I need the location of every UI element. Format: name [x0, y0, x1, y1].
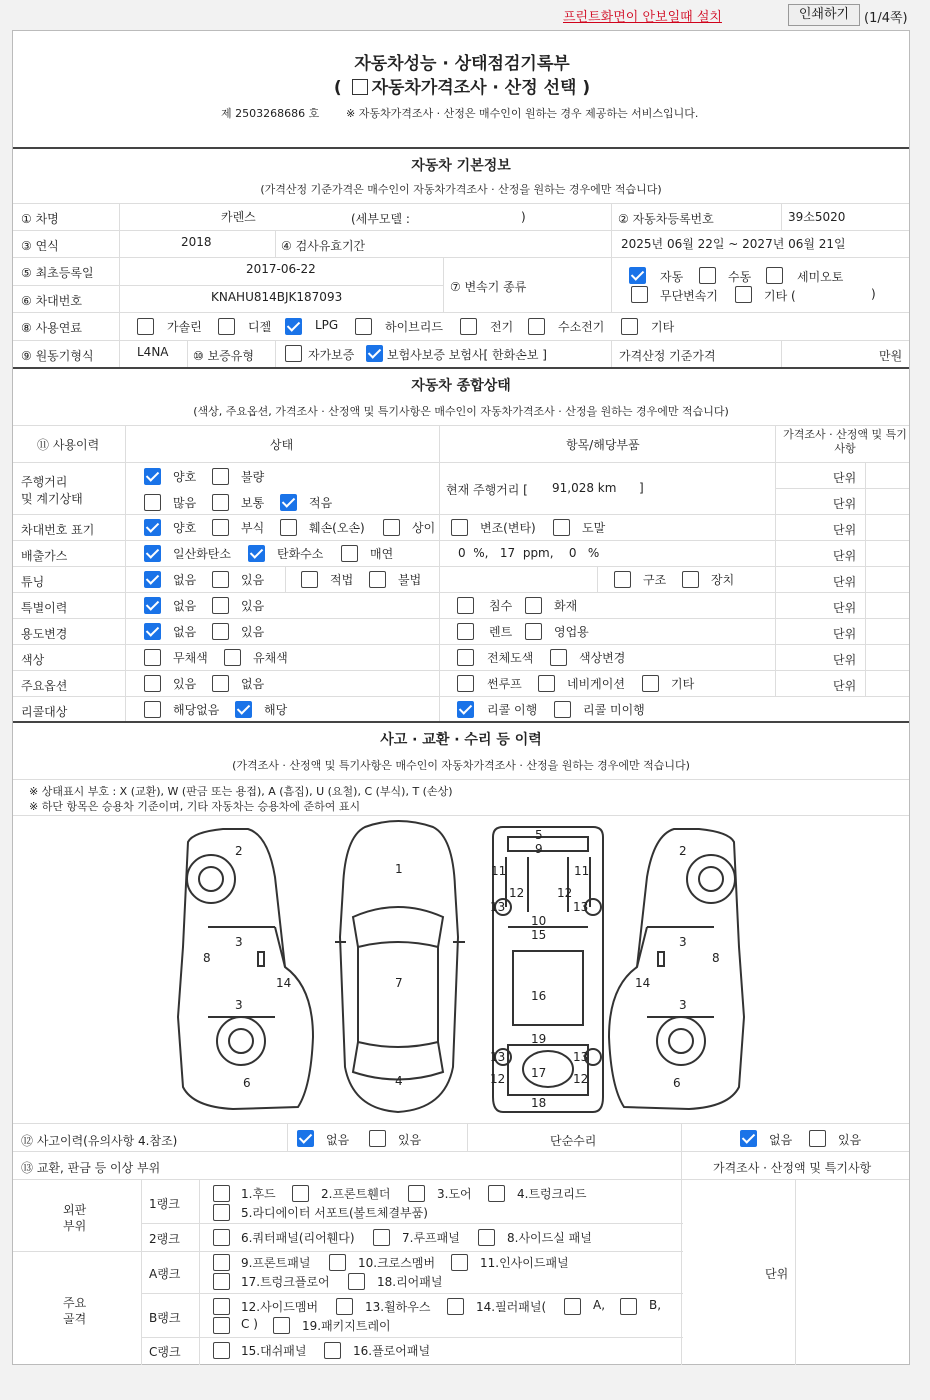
trans-semi-checkbox[interactable] [766, 267, 783, 284]
engine: L4NA [137, 345, 169, 359]
special-flood-label: 침수 [489, 599, 513, 613]
part-13-label: 13.휠하우스 [365, 1300, 431, 1314]
mileage-label-1: 주행거리 [21, 475, 68, 489]
fuel-diesel-label: 디젤 [248, 320, 272, 334]
warranty-self-checkbox[interactable] [285, 345, 302, 362]
diag-label: 3 [235, 935, 243, 949]
option-navi-label: 네비게이션 [567, 677, 625, 691]
diag-label: 6 [243, 1076, 251, 1090]
diag-label: 11 [491, 864, 507, 878]
part-10-checkbox[interactable] [329, 1254, 346, 1271]
repair-exist-checkbox[interactable] [809, 1130, 826, 1147]
emission-smoke-checkbox[interactable] [341, 545, 358, 562]
legend-note: ※ 하단 항목은 승용차 기준이며, 기타 자동차는 승용차에 준하여 표시 [29, 800, 361, 813]
purpose-business-label: 영업용 [554, 625, 589, 639]
pillar-a-checkbox[interactable] [564, 1298, 581, 1315]
recall-done-label: 리콜 이행 [487, 703, 538, 717]
gauge-good-checkbox[interactable] [144, 468, 161, 485]
color-change-checkbox[interactable] [550, 649, 567, 666]
diag-label: 15 [531, 928, 547, 942]
diag-label: 14 [276, 976, 292, 990]
diag-label: 6 [673, 1076, 681, 1090]
unit-1: 단위 [833, 471, 857, 485]
part-19-label: 19.패키지트레이 [302, 1319, 391, 1333]
recall-not-checkbox[interactable] [554, 701, 571, 718]
fuel-gasoline-checkbox[interactable] [137, 318, 154, 335]
part-1-label: 1.후드 [241, 1187, 276, 1201]
vin-good-label: 양호 [173, 521, 197, 535]
option-sunroof-label: 썬루프 [487, 677, 522, 691]
warranty-self-label: 자가보증 [308, 348, 355, 362]
diag-label: 13 [490, 900, 506, 914]
part-4-checkbox[interactable] [488, 1185, 505, 1202]
trans-manual-checkbox[interactable] [699, 267, 716, 284]
recall-not-label: 리콜 미이행 [583, 703, 645, 717]
option-none-checkbox[interactable] [212, 675, 229, 692]
fuel-etc-label: 기타 [651, 320, 675, 334]
fuel-label: ⑧ 사용연료 [21, 321, 82, 335]
accident-exist-checkbox[interactable] [369, 1130, 386, 1147]
col-item: 항목/해당부품 [566, 438, 640, 452]
fuel-hydrogen-checkbox[interactable] [528, 318, 545, 335]
inspect-period: 2025년 06월 22일 ~ 2027년 06월 21일 [621, 237, 846, 251]
repair-none-checkbox[interactable] [740, 1130, 757, 1147]
color-achromatic-label: 무채색 [173, 651, 208, 665]
part-12-checkbox[interactable] [213, 1298, 230, 1315]
fuel-hybrid-label: 하이브리드 [385, 320, 443, 334]
diag-label: 18 [531, 1096, 547, 1110]
accident-note: (가격조사 · 산정액 및 특기사항은 매수인이 자동차가격조사 · 산정을 원하는 경우에만 적습니다) [232, 759, 690, 772]
diag-label: 11 [574, 864, 590, 878]
part-17-label: 17.트렁크플로어 [241, 1275, 330, 1289]
fuel-lpg-label: LPG [315, 318, 339, 332]
option-label: 주요옵션 [21, 679, 68, 693]
legend-codes: ※ 상태표시 부호 : X (교환), W (판금 또는 용접), A (흠집), U (요철), C (부식), T (손상) [29, 785, 453, 798]
reg-no-label: ② 자동차등록번호 [618, 212, 714, 226]
current-mileage-label: 현재 주행거리 [ [446, 483, 528, 497]
part-6-label: 6.쿼터패널(리어휀다) [241, 1231, 355, 1245]
part-19-checkbox[interactable] [273, 1317, 290, 1334]
part-8-checkbox[interactable] [478, 1229, 495, 1246]
tuning-none-checkbox[interactable] [144, 571, 161, 588]
vin-damaged-label: 훼손(오손) [309, 521, 365, 535]
recall-label: 리콜대상 [21, 705, 68, 719]
status-note: (색상, 주요옵션, 가격조사 · 산정액 및 특기사항은 매수인이 자동차가격조사 · 산정을 원하는 경우에만 적습니다) [193, 405, 729, 418]
part-6-checkbox[interactable] [213, 1229, 230, 1246]
purpose-rent-label: 렌트 [489, 625, 513, 639]
part-3-checkbox[interactable] [408, 1185, 425, 1202]
vin-different-label: 상이 [412, 521, 436, 535]
option-sunroof-checkbox[interactable] [457, 675, 474, 692]
diag-label: 8 [203, 951, 211, 965]
part-9-checkbox[interactable] [213, 1254, 230, 1271]
mileage-normal-label: 보통 [241, 496, 265, 510]
part-2-label: 2.프론트휀더 [321, 1187, 391, 1201]
color-chromatic-checkbox[interactable] [224, 649, 241, 666]
trans-cvt-checkbox[interactable] [631, 286, 648, 303]
inspection-report [12, 30, 910, 1365]
col-state: 상태 [270, 438, 294, 452]
tuning-none-label: 없음 [173, 573, 197, 587]
diag-label: 14 [635, 976, 651, 990]
fuel-etc-checkbox[interactable] [621, 318, 638, 335]
color-fullpaint-checkbox[interactable] [457, 649, 474, 666]
tuning-legal-label: 적법 [330, 573, 354, 587]
pillar-c-checkbox[interactable] [213, 1317, 230, 1334]
part-5-label: 5.라디에이터 서포트(볼트체결부품) [241, 1206, 428, 1220]
diag-label: 5 [535, 828, 543, 842]
accident-history-label: ⑫ 사고이력(유의사항 4.참조) [21, 1134, 178, 1148]
pillar-c-label: C ) [241, 1317, 258, 1331]
unit-accident: 단위 [765, 1267, 789, 1281]
first-reg: 2017-06-22 [246, 262, 316, 276]
part-1-checkbox[interactable] [213, 1185, 230, 1202]
outer-label-1: 외판 [63, 1203, 87, 1217]
fuel-lpg-checkbox[interactable] [285, 318, 302, 335]
purpose-exist-label: 있음 [241, 625, 265, 639]
unit-3: 단위 [833, 523, 857, 537]
trans-auto-label: 자동 [660, 270, 684, 284]
tuning-label: 튜닝 [21, 575, 45, 589]
emission-hc-checkbox[interactable] [248, 545, 265, 562]
accident-exist-label: 있음 [398, 1133, 422, 1147]
repair-exist-label: 있음 [838, 1133, 862, 1147]
diag-label: 16 [531, 989, 547, 1003]
part-15-label: 15.대쉬패널 [241, 1344, 307, 1358]
part-12-label: 12.사이드멤버 [241, 1300, 319, 1314]
vin-altered-label: 변조(변타) [480, 521, 536, 535]
part-3-label: 3.도어 [437, 1187, 472, 1201]
part-18-label: 18.리어패널 [377, 1275, 443, 1289]
fuel-gasoline-label: 가솔린 [167, 320, 202, 334]
price-service-checkbox[interactable] [352, 79, 368, 95]
right-side-view [609, 829, 744, 1109]
mileage-many-checkbox[interactable] [144, 494, 161, 511]
unit-7: 단위 [833, 627, 857, 641]
vin-good-checkbox[interactable] [144, 519, 161, 536]
doc-number: 제 2503268686 호 [221, 107, 320, 120]
option-exist-checkbox[interactable] [144, 675, 161, 692]
warranty-label: ⑩ 보증유형 [193, 349, 254, 363]
tuning-illegal-label: 불법 [398, 573, 422, 587]
vin-corrosion-label: 부식 [241, 521, 265, 535]
status-title: 자동차 종합상태 [411, 378, 511, 394]
purpose-none-checkbox[interactable] [144, 623, 161, 640]
rankA-label: A랭크 [149, 1267, 181, 1281]
color-fullpaint-label: 전체도색 [487, 651, 534, 665]
report-title: 자동차성능 · 상태점검기록부 [354, 54, 570, 74]
special-fire-checkbox[interactable] [525, 597, 542, 614]
purpose-none-label: 없음 [173, 625, 197, 639]
unit-5: 단위 [833, 575, 857, 589]
recall-applies-checkbox[interactable] [235, 701, 252, 718]
trans-label: ⑦ 변속기 종류 [450, 280, 527, 294]
vin: KNAHU814BJK187093 [211, 290, 343, 304]
pillar-a-label: A, [593, 1298, 606, 1312]
part-7-label: 7.루프패널 [402, 1231, 460, 1245]
part-13-checkbox[interactable] [336, 1298, 353, 1315]
recall-na-checkbox[interactable] [144, 701, 161, 718]
gauge-good-label: 양호 [173, 470, 197, 484]
part-11-checkbox[interactable] [451, 1254, 468, 1271]
tuning-device-label: 장치 [711, 573, 735, 587]
option-etc-checkbox[interactable] [642, 675, 659, 692]
outer-label-2: 부위 [63, 1219, 87, 1233]
vin-smeared-label: 도말 [582, 521, 606, 535]
tuning-exist-label: 있음 [241, 573, 265, 587]
vin-corrosion-checkbox[interactable] [212, 519, 229, 536]
left-side-view [178, 829, 313, 1109]
report-subtitle: ( 자동차가격조사 · 산정 선택 ) [333, 78, 591, 98]
diag-label: 2 [235, 844, 243, 858]
detail-model-close: ) [521, 210, 526, 224]
unit-8: 단위 [833, 653, 857, 667]
diag-label: 12 [490, 1072, 506, 1086]
pillar-b-label: B, [649, 1298, 662, 1312]
part-7-checkbox[interactable] [373, 1229, 390, 1246]
diag-label: 3 [235, 998, 243, 1012]
inspect-label: ④ 검사유효기간 [281, 239, 366, 253]
part-14-checkbox[interactable] [447, 1298, 464, 1315]
accident-none-checkbox[interactable] [297, 1130, 314, 1147]
first-reg-label: ⑤ 최초등록일 [21, 266, 94, 280]
mileage-label-2: 및 계기상태 [21, 492, 83, 506]
part-2-checkbox[interactable] [292, 1185, 309, 1202]
emission-hc-label: 탄화수소 [277, 547, 324, 561]
part-4-label: 4.트렁크리드 [517, 1187, 587, 1201]
diag-label: 13 [573, 900, 589, 914]
unit-6: 단위 [833, 601, 857, 615]
mileage-few-checkbox[interactable] [280, 494, 297, 511]
color-label: 색상 [21, 653, 45, 667]
diag-label: 2 [679, 844, 687, 858]
special-none-checkbox[interactable] [144, 597, 161, 614]
emission-values: 0 %, 17 ppm, 0 % [458, 546, 600, 560]
part-11-label: 11.인사이드패널 [480, 1256, 569, 1270]
diag-label: 4 [395, 1074, 403, 1088]
unit-4: 단위 [833, 549, 857, 563]
diag-label: 10 [531, 914, 547, 928]
special-flood-checkbox[interactable] [457, 597, 474, 614]
purpose-exist-checkbox[interactable] [212, 623, 229, 640]
car-damage-diagram [13, 817, 909, 1119]
fuel-diesel-checkbox[interactable] [218, 318, 235, 335]
tuning-device-checkbox[interactable] [682, 571, 699, 588]
recall-applies-label: 해당 [264, 703, 288, 717]
special-label: 특별이력 [21, 601, 68, 615]
fuel-electric-label: 전기 [490, 320, 514, 334]
color-chromatic-label: 유채색 [253, 651, 288, 665]
print-help-link[interactable]: 프린트화면이 안보일때 설치 [563, 10, 722, 25]
diag-label: 13 [573, 1050, 589, 1064]
diag-label: 12 [573, 1072, 589, 1086]
diag-label: 13 [490, 1050, 506, 1064]
rankC-label: C랭크 [149, 1345, 181, 1359]
page-indicator: (1/4쪽) [864, 11, 908, 26]
part-5-checkbox[interactable] [213, 1204, 230, 1221]
diag-label: 19 [531, 1032, 547, 1046]
tuning-structure-label: 구조 [643, 573, 667, 587]
basic-info-title: 자동차 기본정보 [411, 158, 511, 174]
col-use-history: ⑪ 사용이력 [37, 438, 100, 452]
car-name-label: ① 차명 [21, 212, 59, 226]
trans-cvt-label: 무단변속기 [660, 289, 718, 303]
part-16-checkbox[interactable] [324, 1342, 341, 1359]
engine-label: ⑨ 원동기형식 [21, 349, 94, 363]
diag-label: 17 [531, 1066, 547, 1080]
trans-auto-checkbox[interactable] [629, 267, 646, 284]
accident-title: 사고 · 교환 · 수리 등 이력 [380, 732, 542, 748]
emission-label: 배출가스 [21, 549, 68, 563]
vin-damaged-checkbox[interactable] [280, 519, 297, 536]
tuning-illegal-checkbox[interactable] [369, 571, 386, 588]
trans-manual-label: 수동 [728, 270, 752, 284]
mileage-close: ] [639, 481, 644, 495]
price-label: 가격산정 기준가격 [619, 349, 716, 363]
diag-label: 1 [395, 862, 403, 876]
car-name: 카렌스 [221, 210, 256, 224]
part-15-checkbox[interactable] [213, 1342, 230, 1359]
unit-2: 단위 [833, 497, 857, 511]
main-frame-label-2: 골격 [63, 1312, 87, 1326]
option-etc-label: 기타 [671, 677, 695, 691]
part-10-label: 10.크로스멤버 [358, 1256, 436, 1270]
color-achromatic-checkbox[interactable] [144, 649, 161, 666]
rank1-label: 1랭크 [149, 1197, 180, 1211]
emission-co-checkbox[interactable] [144, 545, 161, 562]
warranty-ins-label: 보험사보증 보험사[ 한화손보 ] [387, 348, 547, 362]
trans-etc-label: 기타 ( [764, 289, 796, 303]
price-note-label: 가격조사 · 산정액 및 특기사항 [713, 1161, 872, 1175]
diag-label: 12 [509, 886, 525, 900]
main-frame-label-1: 주요 [63, 1296, 87, 1310]
option-exist-label: 있음 [173, 677, 197, 691]
simple-repair-label: 단순수리 [550, 1134, 597, 1148]
special-fire-label: 화재 [554, 599, 578, 613]
accident-none-label: 없음 [326, 1133, 350, 1147]
detail-model-label: (세부모델 : [351, 212, 410, 226]
special-none-label: 없음 [173, 599, 197, 613]
vin-smeared-checkbox[interactable] [553, 519, 570, 536]
recall-na-label: 해당없음 [173, 703, 220, 717]
mileage-many-label: 많음 [173, 496, 197, 510]
unit-9: 단위 [833, 679, 857, 693]
diag-label: 3 [679, 935, 687, 949]
part-17-checkbox[interactable] [213, 1273, 230, 1290]
fuel-hybrid-checkbox[interactable] [355, 318, 372, 335]
option-navi-checkbox[interactable] [538, 675, 555, 692]
vin-label: ⑥ 차대번호 [21, 294, 82, 308]
recall-done-checkbox[interactable] [457, 701, 474, 718]
mileage-normal-checkbox[interactable] [212, 494, 229, 511]
gauge-bad-label: 불량 [241, 470, 265, 484]
color-change-label: 색상변경 [579, 651, 626, 665]
pillar-b-checkbox[interactable] [620, 1298, 637, 1315]
top-bar [0, 0, 930, 30]
part-16-label: 16.플로어패널 [353, 1344, 431, 1358]
vin-mark-label: 차대번호 표기 [21, 523, 95, 537]
vin-altered-checkbox[interactable] [451, 519, 468, 536]
tuning-structure-checkbox[interactable] [614, 571, 631, 588]
part-8-label: 8.사이드실 패널 [507, 1231, 592, 1245]
diag-label: 7 [395, 976, 403, 990]
diag-label: 9 [535, 842, 543, 856]
part-14-label: 14.필러패널( [476, 1300, 547, 1314]
print-button[interactable]: 인쇄하기 [788, 4, 860, 26]
part-9-label: 9.프론트패널 [241, 1256, 311, 1270]
diag-label: 12 [557, 886, 573, 900]
rank2-label: 2랭크 [149, 1232, 180, 1246]
basic-info-note: (가격산정 기준가격은 매수인이 자동차가격조사 · 산정을 원하는 경우에만 적습니다) [260, 183, 662, 196]
reg-no: 39소5020 [788, 210, 846, 224]
diag-label: 8 [712, 951, 720, 965]
emission-smoke-label: 매연 [370, 547, 394, 561]
trans-etc-checkbox[interactable] [735, 286, 752, 303]
special-exist-checkbox[interactable] [212, 597, 229, 614]
mileage-few-label: 적음 [309, 496, 333, 510]
special-exist-label: 있음 [241, 599, 265, 613]
purpose-label: 용도변경 [21, 627, 68, 641]
trans-semi-label: 세미오토 [797, 270, 844, 284]
col-price: 가격조사 · 산정액 및 특기사항 [783, 428, 907, 455]
option-none-label: 없음 [241, 677, 265, 691]
fuel-electric-checkbox[interactable] [460, 318, 477, 335]
repair-none-label: 없음 [769, 1133, 793, 1147]
warranty-ins-checkbox[interactable] [366, 345, 383, 362]
trans-etc-close: ) [871, 287, 876, 301]
year: 2018 [181, 235, 212, 249]
diag-label: 3 [679, 998, 687, 1012]
service-note: ※ 자동차가격조사 · 산정은 매수인이 원하는 경우 제공하는 서비스입니다. [346, 107, 699, 120]
price-unit: 만원 [879, 349, 903, 363]
purpose-rent-checkbox[interactable] [457, 623, 474, 640]
vin-different-checkbox[interactable] [383, 519, 400, 536]
rankB-label: B랭크 [149, 1311, 181, 1325]
purpose-business-checkbox[interactable] [525, 623, 542, 640]
exchange-label: ⑬ 교환, 판금 등 이상 부위 [21, 1161, 161, 1175]
fuel-hydrogen-label: 수소전기 [558, 320, 605, 334]
tuning-legal-checkbox[interactable] [301, 571, 318, 588]
gauge-bad-checkbox[interactable] [212, 468, 229, 485]
year-label: ③ 연식 [21, 239, 59, 253]
tuning-exist-checkbox[interactable] [212, 571, 229, 588]
part-18-checkbox[interactable] [348, 1273, 365, 1290]
emission-co-label: 일산화탄소 [173, 547, 231, 561]
mileage-value: 91,028 km [552, 481, 617, 495]
